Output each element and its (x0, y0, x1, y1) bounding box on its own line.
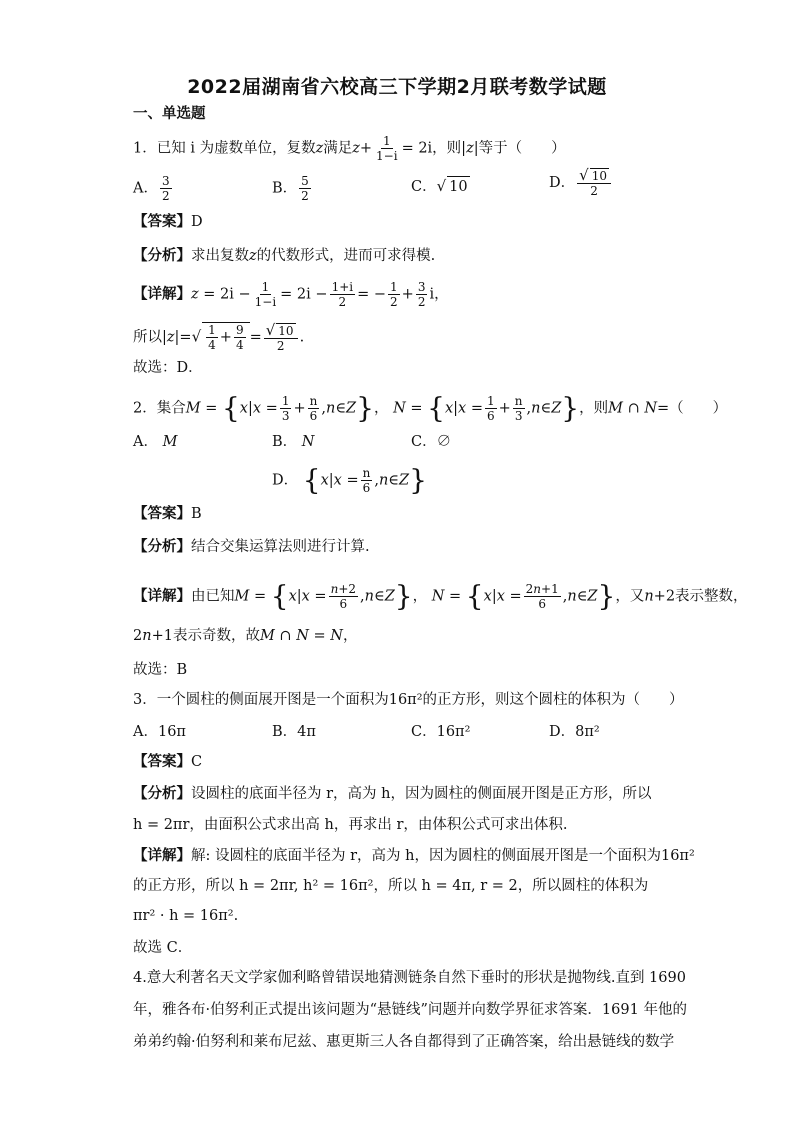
detail-text: i， (429, 286, 449, 303)
analysis-text: 的代数形式，进而可求得模. (256, 248, 436, 264)
fraction: $\frac{√ 10}{2}$ (577, 168, 611, 198)
detail-tag: 【详解】 (133, 286, 191, 303)
q3-option-b: B．4π (272, 724, 316, 740)
detail-text: |= (174, 329, 192, 346)
answer-value: B (191, 506, 202, 522)
q1-option-c: C．√ 10 (411, 177, 468, 195)
q1-stem-c: = 2i，则| (401, 140, 467, 157)
answer-tag: 【答案】 (133, 754, 191, 770)
q1-stem-b: 满足 (323, 140, 353, 157)
answer-value: C (191, 754, 203, 770)
q1-analysis: 【分析】求出复数z的代数形式，进而可求得模. (133, 248, 436, 264)
option-label: A． (133, 434, 158, 450)
answer-tag: 【答案】 (133, 214, 191, 230)
q3-detail-line-3: πr² · h = 16π². (133, 908, 239, 924)
answer-value: D (191, 214, 203, 230)
detail-tag: 【详解】 (133, 848, 191, 864)
q1-option-a (133, 174, 174, 203)
q1-option-b (272, 174, 313, 203)
fraction: $\frac{1+i}{2}$ (331, 280, 354, 309)
q2-stem: 2．集合M = {x|x = $\frac{1}{3}$ + $\frac{n}{6}$ ,n∈Z}， N = {x|x = $\frac{1}{6}$ + $\frac{n}{3}$ ,n∈Z}，则M ∩ N=（ ） (133, 391, 728, 425)
analysis-text: 求出复数 (191, 248, 249, 264)
q3-answer (133, 752, 202, 772)
fraction: $\frac{1}{1-i}$ (254, 280, 277, 309)
q1-stem: 1．已知 i 为虚数单位，复数z满足z+ $\frac{1}{1-i}$ = 2i，则|z|等于（ ） (133, 134, 566, 163)
detail-text: 解: 设圆柱的底面半径为 r，高为 h，因为圆柱的侧面展开图是一个面积为16π² (191, 848, 695, 864)
q2-option-c: C．∅ (411, 434, 452, 450)
q3-option-d: D．8π² (549, 724, 600, 740)
q2-detail: 【详解】由已知M = {x|x = $\frac{n+2}{6}$ ,n∈Z}， N = {x|x = $\frac{2n+1}{6}$ ,n∈Z}，又n+2表示整数， (133, 579, 748, 613)
option-label: D． (549, 175, 576, 191)
q2-conclusion: 故选：B (133, 662, 188, 678)
q2-option-a: A． M (133, 434, 178, 450)
q3-detail (133, 846, 695, 866)
detail-text: 表示整数， (675, 588, 748, 605)
q2-answer (133, 504, 202, 524)
q4-line-2: 年，雅各布·伯努利正式提出该问题为“悬链线”问题并向数学界征求答案．1691 年他的 (133, 1002, 687, 1018)
detail-text: 由已知 (191, 588, 235, 605)
q1-stem-a: 1．已知 i 为虚数单位，复数 (133, 140, 316, 157)
option-label: C． (411, 179, 437, 195)
fraction: $\frac{1}{2}$ (390, 280, 398, 309)
fraction: $\frac{3}{2}$ (161, 174, 170, 203)
option-label: B． (272, 434, 298, 450)
option-label: D． (272, 472, 299, 489)
q2-detail-cont: 2n+1表示奇数，故M ∩ N = N， (133, 628, 358, 644)
answer-tag: 【答案】 (133, 506, 191, 522)
detail-text: 表示奇数，故 (172, 628, 260, 644)
fraction: $\frac{√ 10}{2}$ (264, 323, 298, 353)
q3-conclusion: 故选 C． (133, 940, 193, 956)
analysis-tag: 【分析】 (133, 248, 191, 264)
q3-stem: 3．一个圆柱的侧面展开图是一个面积为16π²的正方形，则这个圆柱的体积为（ ） (133, 692, 684, 708)
var-z: z (466, 140, 474, 157)
fraction: $\frac{3}{2}$ (417, 280, 426, 309)
q4-line-1: 4.意大利著名天文学家伽利略曾错误地猜测链条自然下垂时的形状是抛物线.直到 1690 (133, 970, 686, 986)
q1-modulus: 所以|z|=√ $\frac{1}{4}$ + $\frac{9}{4}$ = $\frac{√ 10}{2}$ . (133, 320, 305, 353)
q2-analysis (133, 537, 370, 557)
detail-tag: 【详解】 (133, 588, 191, 605)
detail-text: ，又 (615, 588, 645, 605)
section-heading: 一、单选题 (133, 106, 206, 122)
option-label: A． (133, 180, 158, 197)
analysis-text: 结合交集运算法则进行计算. (191, 539, 370, 555)
q4-line-3: 弟弟约翰·伯努利和莱布尼兹、惠更斯三人各自都得到了正确答案，给出悬链线的数学 (133, 1034, 675, 1050)
q1-detail: 【详解】z = 2i − $\frac{1}{1-i}$ = 2i − $\frac{1+i}{2}$ = − $\frac{1}{2}$ + $\frac{3}{2}$ i， (133, 280, 449, 309)
q1-conclusion: 故选：D． (133, 360, 203, 376)
page-title: 2022届湖南省六校高三下学期2月联考数学试题 (187, 76, 607, 98)
stem-text: 2．集合 (133, 400, 186, 417)
q3-detail-line-2: 的正方形，所以 h = 2πr, h² = 16π²，所以 h = 4π, r = 2，所以圆柱的体积为 (133, 878, 649, 894)
q3-option-a: A．16π (133, 724, 186, 740)
analysis-text: 设圆柱的底面半径为 r，高为 h，因为圆柱的侧面展开图是正方形，所以 (191, 786, 652, 802)
q1-option-d (549, 168, 613, 198)
detail-text: 所以| (133, 329, 167, 346)
fraction: $\frac{1}{1-i}$ (376, 134, 398, 163)
q3-analysis-cont: h = 2πr，由面积公式求出高 h，再求出 r，由体积公式可求出体积. (133, 817, 568, 833)
fraction: $\frac{5}{2}$ (301, 174, 309, 203)
q3-option-c: C．16π² (411, 724, 471, 740)
stem-text: ，则 (579, 400, 609, 417)
stem-text: =（ ） (657, 400, 728, 417)
q1-stem-d: |等于（ ） (473, 140, 566, 157)
var-z: z (352, 140, 360, 157)
var-z: z (315, 140, 324, 157)
q1-answer (133, 212, 203, 232)
q2-option-b: B． N (272, 434, 315, 450)
q3-analysis (133, 784, 652, 804)
option-label: B． (272, 180, 298, 197)
q2-option-d: D． {x|x = $\frac{n}{6}$ ,n∈Z} (272, 463, 427, 497)
analysis-tag: 【分析】 (133, 786, 191, 802)
analysis-tag: 【分析】 (133, 539, 191, 555)
